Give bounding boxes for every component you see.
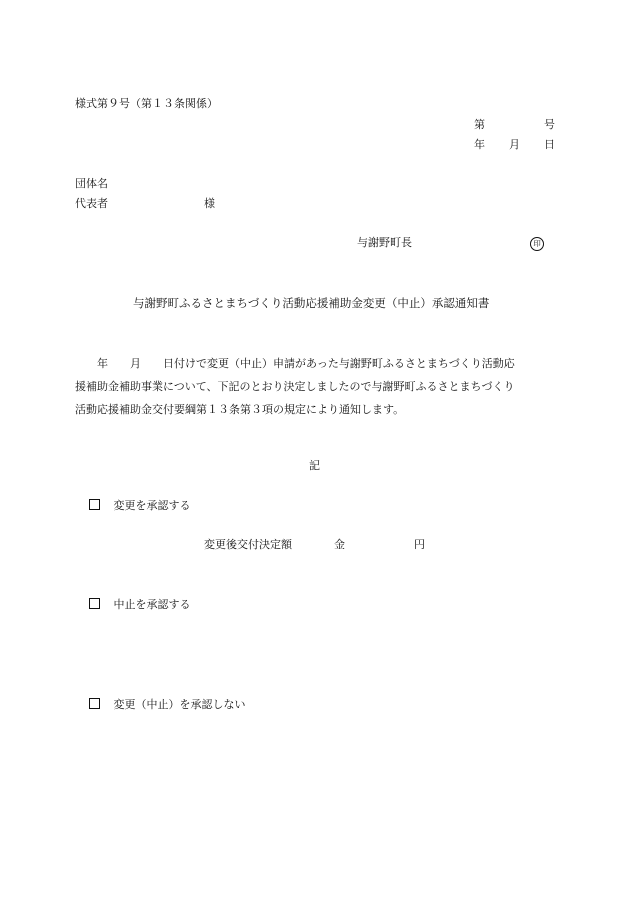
body-paragraph bbox=[75, 352, 559, 421]
checkbox-icon[interactable] bbox=[89, 499, 100, 510]
date-year: 年 bbox=[474, 138, 485, 151]
amount-unit: 円 bbox=[414, 538, 425, 551]
checkbox-icon[interactable] bbox=[89, 598, 100, 609]
date-day: 日 bbox=[544, 138, 555, 151]
document-title: 与謝野町ふるさとまちづくり活動応援補助金変更（中止）承認通知書 bbox=[133, 296, 490, 310]
body-line: 年 月 日付けで変更（中止）申請があった与謝野町ふるさとまちづくり活動応 bbox=[75, 357, 515, 370]
org-label: 団体名 bbox=[75, 177, 108, 190]
rep-label: 代表者 bbox=[75, 197, 108, 210]
form-number: 様式第９号（第１３条関係） bbox=[75, 97, 218, 110]
honorific: 様 bbox=[204, 197, 215, 210]
ki-heading: 記 bbox=[309, 459, 320, 472]
amount-prefix: 金 bbox=[334, 538, 345, 551]
option-approve-cancel[interactable] bbox=[89, 598, 191, 612]
option-label: 中止を承認する bbox=[113, 598, 191, 611]
body-line: 活動応援補助金交付要綱第１３条第３項の規定により通知します。 bbox=[75, 403, 405, 416]
issuer-title: 与謝野町長 bbox=[357, 236, 412, 249]
seal-mark bbox=[530, 236, 544, 251]
date-month: 月 bbox=[509, 138, 520, 151]
body-line: 援補助金補助事業について、下記のとおり決定しましたので与謝野町ふるさとまちづくり bbox=[75, 380, 515, 393]
seal-icon: 印 bbox=[530, 237, 544, 251]
option-label: 変更を承認する bbox=[113, 499, 191, 512]
option-label: 変更（中止）を承認しない bbox=[113, 698, 246, 711]
amount-label: 変更後交付決定額 bbox=[204, 538, 292, 551]
checkbox-icon[interactable] bbox=[89, 698, 100, 709]
option-reject[interactable] bbox=[89, 698, 246, 712]
doc-number-prefix: 第 bbox=[474, 118, 485, 131]
option-approve-change[interactable] bbox=[89, 499, 191, 513]
doc-number-suffix: 号 bbox=[544, 118, 555, 131]
